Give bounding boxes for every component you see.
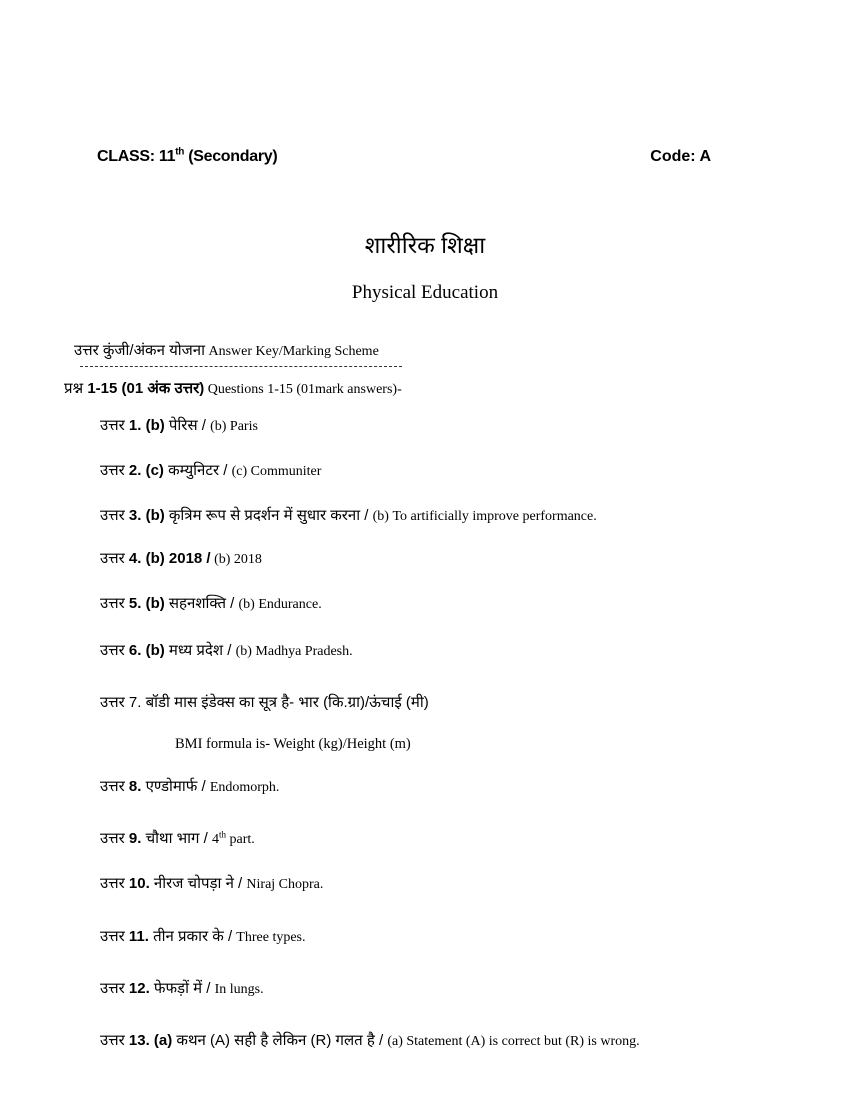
answer-english: (b) 2018 (210, 552, 262, 567)
subheading-hindi: उत्तर कुंजी/अंकन योजना (74, 342, 205, 359)
answer-english: (b) To artificially improve performance. (372, 509, 597, 524)
answer-label: उत्तर (100, 1032, 129, 1049)
answer-number: 9. (128, 830, 142, 847)
section-english: Questions 1-15 (01mark answers)- (204, 382, 402, 397)
code-label: Code: A (650, 148, 711, 165)
answer-1 (100, 415, 258, 435)
title-english: Physical Education (351, 282, 499, 303)
answer-hindi: नीरज चोपड़ा ने / (149, 875, 247, 892)
answer-number: 4. (b) 2018 / (128, 550, 211, 567)
class-superscript: th (175, 146, 185, 158)
answer-9 (100, 828, 255, 848)
answer-hindi: कथन (A) सही है लेकिन (R) गलत है / (172, 1032, 388, 1049)
answer-12 (100, 978, 264, 998)
answer-english: Endomorph. (209, 780, 280, 795)
answer-13 (100, 1030, 640, 1050)
ordinal-suffix: th (219, 829, 227, 840)
class-number: CLASS: 11 (97, 148, 176, 165)
answer-english: (a) Statement (A) is correct but (R) is wrong. (387, 1034, 640, 1049)
ordinal-number: 4 (212, 832, 219, 847)
document-header (97, 148, 711, 174)
section-bold: 1-15 (01 अंक उत्तर) (87, 380, 205, 397)
answer-label: उत्तर (100, 462, 129, 479)
answer-english: Niraj Chopra. (246, 877, 324, 892)
class-label (97, 148, 277, 166)
answer-english: Three types. (236, 930, 306, 945)
answer-english (212, 829, 255, 847)
answer-number: 7. (128, 694, 142, 711)
answer-english-rest: part. (226, 832, 255, 847)
answer-10 (100, 873, 323, 893)
answer-2 (100, 460, 321, 480)
subheading (74, 340, 379, 360)
answer-hindi: चौथा भाग / (141, 830, 212, 847)
answer-english: (b) Paris (210, 419, 258, 434)
answer-5 (100, 593, 322, 613)
answer-hindi: एण्डोमार्फ / (141, 778, 210, 795)
answer-6 (100, 640, 353, 660)
bmi-note: BMI formula is- Weight (kg)/Height (m) (175, 736, 411, 752)
answer-label: उत्तर (100, 595, 129, 612)
answer-number: 12. (128, 980, 150, 997)
answer-number: 13. (a) (128, 1032, 173, 1049)
answer-3 (100, 505, 597, 525)
answer-number: 5. (b) (128, 595, 165, 612)
answer-number: 11. (128, 928, 149, 945)
answer-number: 2. (c) (128, 462, 164, 479)
answer-number: 6. (b) (128, 642, 165, 659)
answer-label: उत्तर (100, 875, 129, 892)
answer-hindi: कम्युनिटर / (163, 462, 232, 479)
answer-number: 10. (128, 875, 150, 892)
answer-english: (b) Endurance. (238, 597, 322, 612)
class-type: (Secondary) (184, 148, 278, 165)
answer-7 (100, 692, 429, 712)
title-hindi: शारीरिक शिक्षा (364, 232, 486, 258)
answer-number: 3. (b) (128, 507, 165, 524)
answer-english: In lungs. (214, 982, 264, 997)
answer-hindi: फेफड़ों में / (149, 980, 215, 997)
answer-label: उत्तर (100, 507, 129, 524)
answer-english: (b) Madhya Pradesh. (235, 644, 353, 659)
answer-label: उत्तर (100, 778, 129, 795)
subheading-english: Answer Key/Marking Scheme (205, 344, 379, 359)
answer-number: 8. (128, 778, 142, 795)
section-prefix: प्रश्न (64, 380, 88, 397)
answer-hindi: तीन प्रकार के / (148, 928, 237, 945)
answer-hindi: पेरिस / (164, 417, 211, 434)
answer-label: उत्तर (100, 830, 129, 847)
separator-line (80, 366, 402, 367)
answer-hindi: कृत्रिम रूप से प्रदर्शन में सुधार करना / (164, 507, 373, 524)
answer-4 (100, 548, 262, 568)
answer-8 (100, 776, 279, 796)
answer-label: उत्तर (100, 417, 129, 434)
answer-hindi: बॉडी मास इंडेक्स का सूत्र है- भार (कि.ग्रा)/ऊंचाई (मी) (141, 694, 429, 711)
answer-11 (100, 926, 306, 946)
answer-number: 1. (b) (128, 417, 165, 434)
answer-label: उत्तर (100, 980, 129, 997)
answer-hindi: मध्य प्रदेश / (164, 642, 236, 659)
answer-english: (c) Communiter (231, 464, 322, 479)
answer-label: उत्तर (100, 928, 129, 945)
answer-label: उत्तर (100, 642, 129, 659)
answer-label: उत्तर (100, 550, 129, 567)
answer-label: उत्तर (100, 694, 129, 711)
answer-hindi: सहनशक्ति / (164, 595, 239, 612)
section-heading (64, 378, 402, 398)
